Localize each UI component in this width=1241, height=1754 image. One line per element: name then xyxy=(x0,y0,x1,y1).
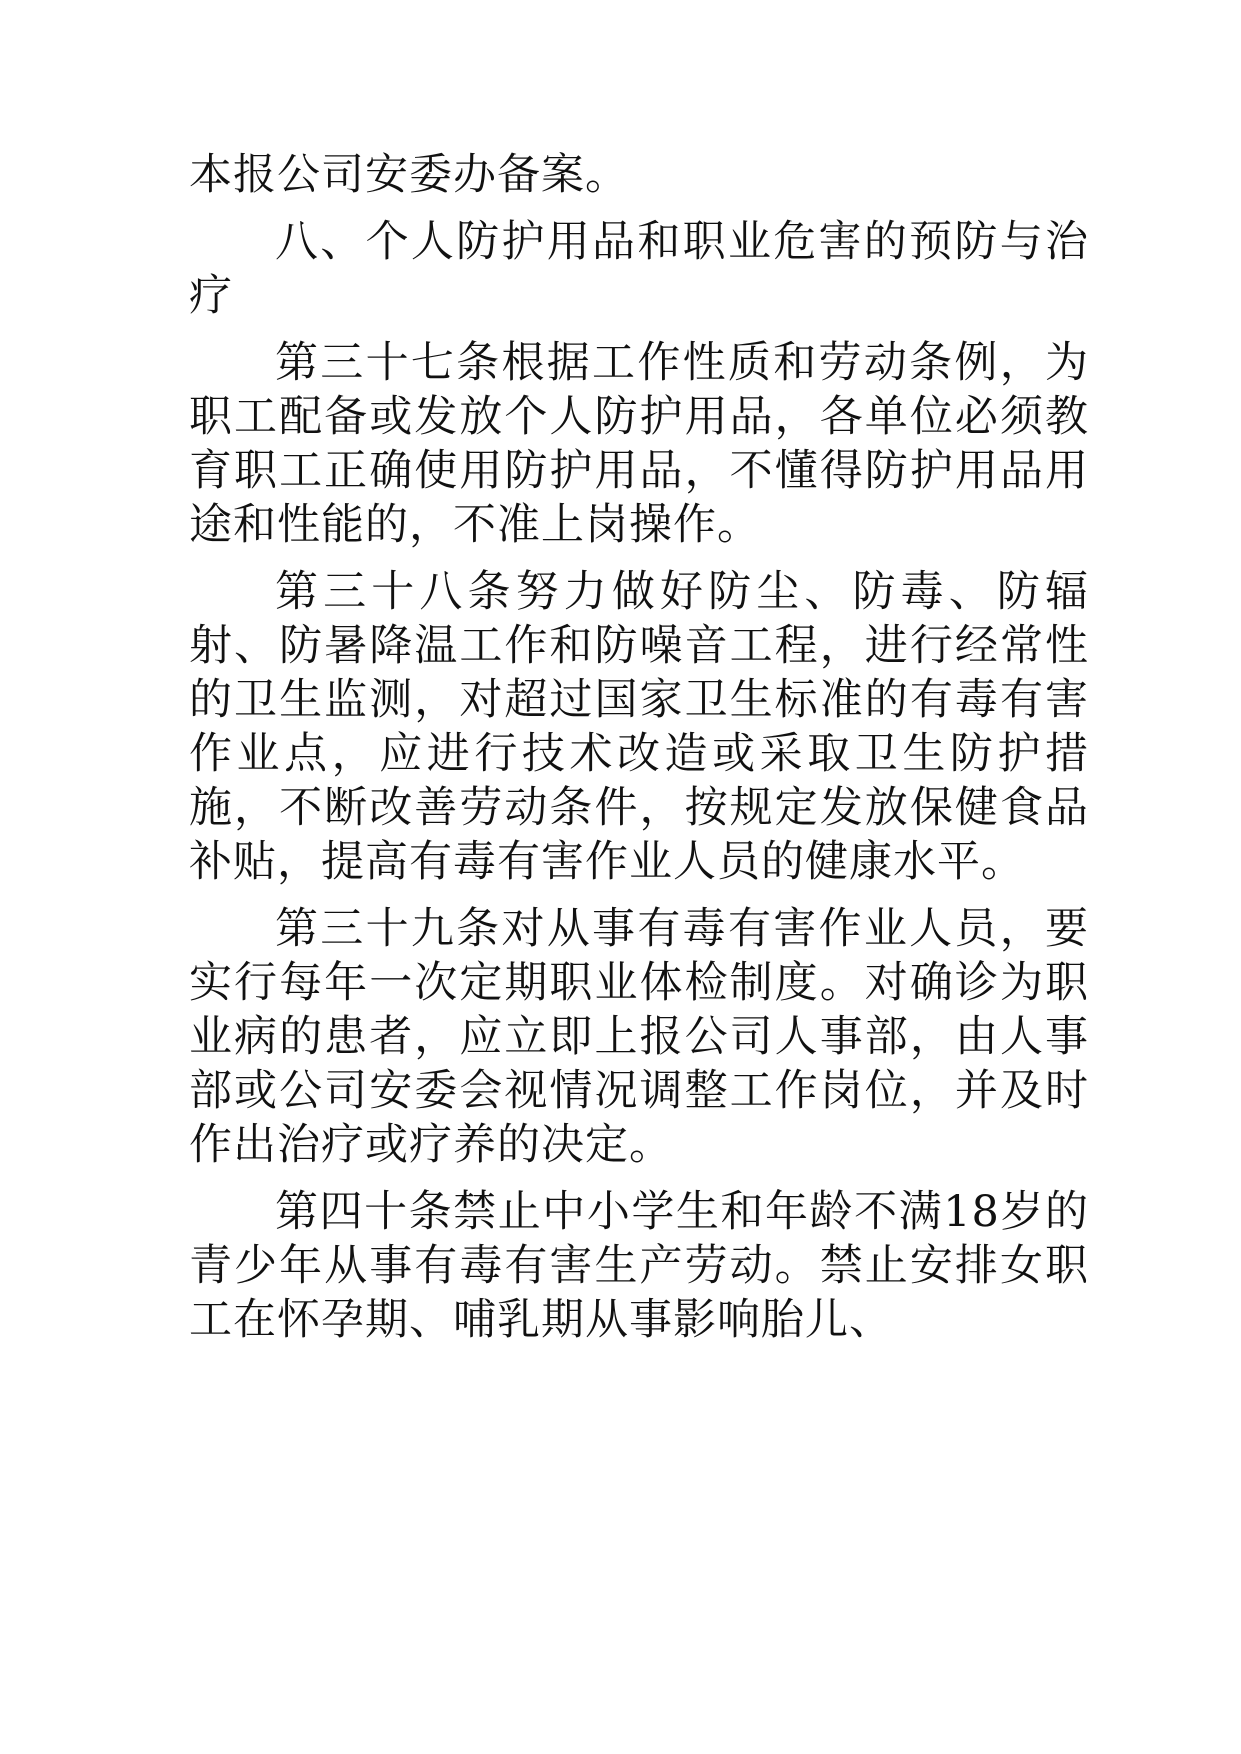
article-38: 第三十八条努力做好防尘、防毒、防辐射、防暑降温工作和防噪音工程，进行经常性的卫生监测，对超过国家卫生标准的有毒有害作业点，应进行技术改造或采取卫生防护措施，不断改善劳动条件，按规定发放保健食品补贴，提高有毒有害作业人员的健康水平。 xyxy=(189,567,1089,887)
paragraph-filing-note: 本报公司安委办备案。 xyxy=(189,150,629,200)
article-37: 第三十七条根据工作性质和劳动条例，为职工配备或发放个人防护用品，各单位必须教育职工正确使用防护用品，不懂得防护用品用途和性能的，不准上岗操作。 xyxy=(189,338,1089,550)
article-40: 第四十条禁止中小学生和年龄不满18岁的青少年从事有毒有害生产劳动。禁止安排女职工在怀孕期、哺乳期从事影响胎儿、 xyxy=(189,1187,1089,1345)
document-body xyxy=(189,148,1089,1360)
article-39: 第三十九条对从事有毒有害作业人员，要实行每年一次定期职业体检制度。对确诊为职业病的患者，应立即上报公司人事部，由人事部或公司安委会视情况调整工作岗位，并及时作出治疗或疗养的决定。 xyxy=(189,904,1089,1170)
section-heading-protective-equipment: 八、个人防护用品和职业危害的预防与治疗 xyxy=(189,217,1089,321)
